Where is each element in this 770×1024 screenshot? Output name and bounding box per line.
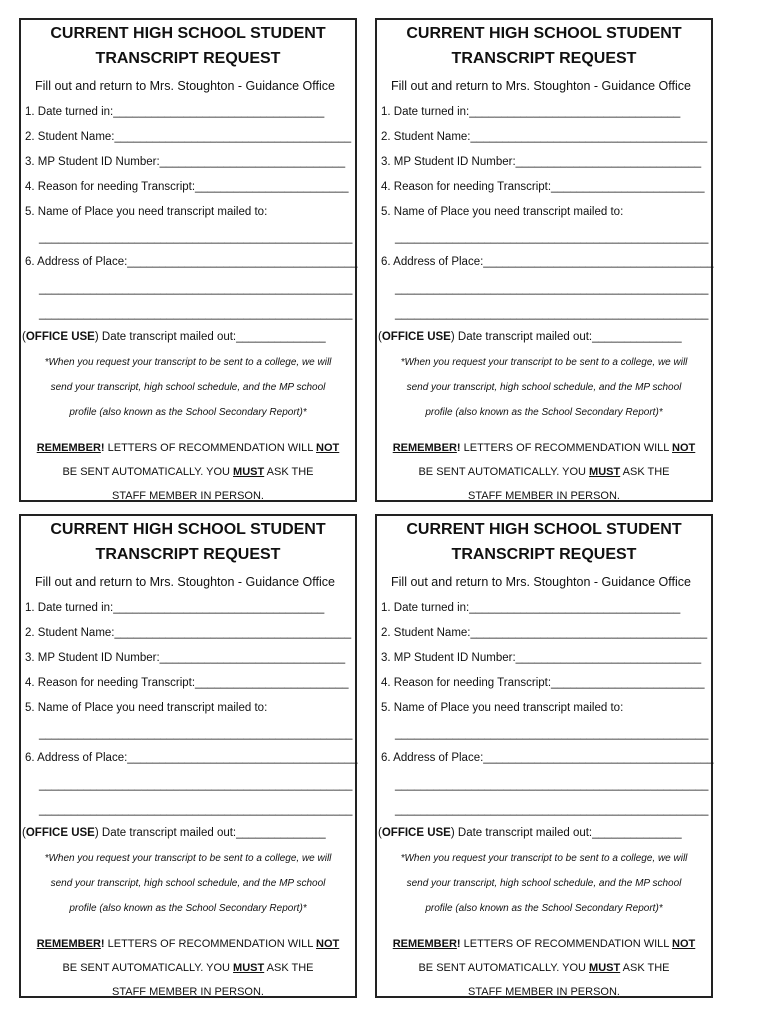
- transcript-request-card: [19, 18, 357, 502]
- reminder-line: [377, 961, 711, 975]
- field-label: 2. Student Name:: [381, 131, 471, 143]
- field-label: 4. Reason for needing Transcript:: [381, 181, 552, 193]
- office-text: Date transcript mailed out:: [454, 331, 593, 343]
- field-blank: _____________________________________: [114, 627, 352, 639]
- office-use-label: OFFICE USE: [25, 827, 95, 839]
- field-blank: ______________: [592, 827, 682, 839]
- reminder-line: REMEMBER! LETTERS OF RECOMMENDATION WILL NOT: [392, 938, 696, 950]
- reminder-line: STAFF MEMBER IN PERSON.: [112, 986, 264, 998]
- note-line: send your transcript, high school schedule, and the MP school: [406, 382, 682, 393]
- note-line: send your transcript, high school schedule, and the MP school: [50, 878, 326, 889]
- not-word: NOT: [672, 938, 696, 950]
- form-title-line1: CURRENT HIGH SCHOOL STUDENT: [406, 25, 682, 42]
- note-line: *When you request your transcript to be sent to a college, we will: [400, 853, 688, 864]
- field-label: 1. Date turned in:: [25, 106, 114, 118]
- must-word: MUST: [233, 962, 265, 974]
- office-use-field[interactable]: (OFFICE USE) Date transcript mailed out:______________: [22, 331, 326, 343]
- field-label: 6. Address of Place:: [25, 752, 128, 764]
- place-name-label: 5. Name of Place you need transcript mailed to:: [25, 206, 268, 218]
- field-blank: ________________________: [195, 677, 349, 689]
- reason-field[interactable]: [25, 180, 349, 194]
- address-blank-line[interactable]: _________________________________________________: [39, 308, 353, 320]
- not-word: NOT: [316, 442, 340, 454]
- place-name-blank[interactable]: _________________________________________________: [395, 232, 709, 244]
- form-title-line2: TRANSCRIPT REQUEST: [95, 546, 281, 563]
- field-blank: _________________________________: [113, 106, 325, 118]
- note-line: profile (also known as the School Secondary Report)*: [425, 407, 663, 418]
- reminder-line: STAFF MEMBER IN PERSON.: [468, 986, 620, 998]
- field-blank: ____________________________________: [127, 256, 358, 268]
- field-blank: ________________________: [551, 677, 705, 689]
- note-line: profile (also known as the School Secondary Report)*: [69, 407, 307, 418]
- office-text: Date transcript mailed out:: [98, 827, 237, 839]
- reminder-text: LETTERS OF RECOMMENDATION WILL: [104, 442, 317, 454]
- field-label: 2. Student Name:: [25, 627, 115, 639]
- place-name-blank[interactable]: _________________________________________________: [395, 728, 709, 740]
- reminder-text: ASK THE: [264, 962, 314, 974]
- form-subtitle: Fill out and return to Mrs. Stoughton - Guidance Office: [35, 575, 335, 589]
- field-label: 4. Reason for needing Transcript:: [25, 181, 196, 193]
- reason-field[interactable]: [381, 676, 705, 690]
- field-label: 3. MP Student ID Number:: [25, 652, 160, 664]
- date-turned-in-field[interactable]: [25, 105, 324, 119]
- reminder-text: LETTERS OF RECOMMENDATION WILL: [104, 938, 317, 950]
- date-turned-in-field[interactable]: [25, 601, 324, 615]
- student-id-field[interactable]: [381, 155, 701, 169]
- field-blank: _____________________________________: [114, 131, 352, 143]
- field-label: 4. Reason for needing Transcript:: [25, 677, 196, 689]
- must-word: MUST: [589, 962, 621, 974]
- reason-field[interactable]: [25, 676, 349, 690]
- transcript-request-card: [375, 18, 713, 502]
- address-field[interactable]: [381, 255, 714, 269]
- office-text: Date transcript mailed out:: [98, 331, 237, 343]
- note-line: *When you request your transcript to be sent to a college, we will: [44, 853, 332, 864]
- address-blank-line[interactable]: _________________________________________________: [395, 779, 709, 791]
- form-title-line2: TRANSCRIPT REQUEST: [451, 50, 637, 67]
- field-blank: _____________________________: [515, 156, 702, 168]
- address-blank-line[interactable]: _________________________________________________: [395, 283, 709, 295]
- student-name-field[interactable]: [381, 130, 707, 144]
- student-name-field[interactable]: [25, 130, 351, 144]
- reason-field[interactable]: [381, 180, 705, 194]
- field-blank: _________________________________: [113, 602, 325, 614]
- transcript-request-card: [19, 514, 357, 998]
- reminder-line: STAFF MEMBER IN PERSON.: [468, 490, 620, 502]
- address-field[interactable]: [381, 751, 714, 765]
- field-label: 6. Address of Place:: [25, 256, 128, 268]
- office-use-label: OFFICE USE: [381, 331, 451, 343]
- field-label: 1. Date turned in:: [25, 602, 114, 614]
- field-label: 3. MP Student ID Number:: [381, 652, 516, 664]
- field-blank: ________________________: [195, 181, 349, 193]
- form-subtitle: Fill out and return to Mrs. Stoughton - Guidance Office: [391, 575, 691, 589]
- field-blank: ________________________: [551, 181, 705, 193]
- remember-word: REMEMBER: [392, 442, 457, 454]
- field-blank: ______________: [236, 331, 326, 343]
- form-title-line2: TRANSCRIPT REQUEST: [451, 546, 637, 563]
- reminder-text: BE SENT AUTOMATICALLY. YOU: [62, 962, 234, 974]
- field-blank: ____________________________________: [483, 256, 714, 268]
- form-title-line1: CURRENT HIGH SCHOOL STUDENT: [406, 521, 682, 538]
- address-blank-line[interactable]: _________________________________________________: [395, 308, 709, 320]
- reminder-text: BE SENT AUTOMATICALLY. YOU: [418, 962, 590, 974]
- student-name-field[interactable]: [25, 626, 351, 640]
- not-word: NOT: [316, 938, 340, 950]
- place-name-label: 5. Name of Place you need transcript mailed to:: [25, 702, 268, 714]
- address-blank-line[interactable]: _________________________________________________: [39, 779, 353, 791]
- reminder-line: [21, 465, 355, 479]
- field-blank: _____________________________________: [470, 627, 708, 639]
- field-label: 6. Address of Place:: [381, 256, 484, 268]
- remember-word: REMEMBER: [36, 442, 101, 454]
- office-use-field[interactable]: (OFFICE USE) Date transcript mailed out:______________: [378, 827, 682, 839]
- field-blank: _____________________________: [515, 652, 702, 664]
- reminder-text: BE SENT AUTOMATICALLY. YOU: [418, 466, 590, 478]
- field-blank: _____________________________: [159, 652, 346, 664]
- field-label: 4. Reason for needing Transcript:: [381, 677, 552, 689]
- reminder-text: ASK THE: [620, 466, 670, 478]
- student-id-field[interactable]: [25, 155, 345, 169]
- note-line: send your transcript, high school schedule, and the MP school: [50, 382, 326, 393]
- remember-word: REMEMBER: [36, 938, 101, 950]
- note-line: profile (also known as the School Secondary Report)*: [69, 903, 307, 914]
- place-name-blank[interactable]: _________________________________________________: [39, 232, 353, 244]
- reminder-line: STAFF MEMBER IN PERSON.: [112, 490, 264, 502]
- field-label: 1. Date turned in:: [381, 602, 470, 614]
- place-name-blank[interactable]: _________________________________________________: [39, 728, 353, 740]
- address-blank-line[interactable]: _________________________________________________: [395, 804, 709, 816]
- address-field[interactable]: [25, 751, 358, 765]
- office-use-field[interactable]: (OFFICE USE) Date transcript mailed out:______________: [378, 331, 682, 343]
- office-use-label: OFFICE USE: [25, 331, 95, 343]
- student-id-field[interactable]: [25, 651, 345, 665]
- reminder-line: [21, 961, 355, 975]
- form-title-line2: TRANSCRIPT REQUEST: [95, 50, 281, 67]
- field-label: 2. Student Name:: [25, 131, 115, 143]
- transcript-request-card: [375, 514, 713, 998]
- reminder-text: ASK THE: [620, 962, 670, 974]
- field-blank: _____________________________________: [470, 131, 708, 143]
- field-label: 3. MP Student ID Number:: [381, 156, 516, 168]
- note-line: *When you request your transcript to be sent to a college, we will: [44, 357, 332, 368]
- office-text: Date transcript mailed out:: [454, 827, 593, 839]
- field-blank: ____________________________________: [483, 752, 714, 764]
- must-word: MUST: [589, 466, 621, 478]
- date-turned-in-field[interactable]: [381, 105, 680, 119]
- field-label: 1. Date turned in:: [381, 106, 470, 118]
- reminder-line: REMEMBER! LETTERS OF RECOMMENDATION WILL NOT: [36, 938, 340, 950]
- reminder-text: LETTERS OF RECOMMENDATION WILL: [460, 938, 673, 950]
- reminder-text: LETTERS OF RECOMMENDATION WILL: [460, 442, 673, 454]
- reminder-line: [377, 465, 711, 479]
- address-blank-line[interactable]: _________________________________________________: [39, 804, 353, 816]
- office-use-field[interactable]: (OFFICE USE) Date transcript mailed out:______________: [22, 827, 326, 839]
- form-title-line1: CURRENT HIGH SCHOOL STUDENT: [50, 521, 326, 538]
- student-id-field[interactable]: [381, 651, 701, 665]
- student-name-field[interactable]: [381, 626, 707, 640]
- remember-word: REMEMBER: [392, 938, 457, 950]
- field-label: 2. Student Name:: [381, 627, 471, 639]
- field-blank: _________________________________: [469, 602, 681, 614]
- place-name-label: 5. Name of Place you need transcript mailed to:: [381, 702, 624, 714]
- field-label: 6. Address of Place:: [381, 752, 484, 764]
- note-line: *When you request your transcript to be sent to a college, we will: [400, 357, 688, 368]
- reminder-line: REMEMBER! LETTERS OF RECOMMENDATION WILL NOT: [36, 442, 340, 454]
- field-blank: _________________________________: [469, 106, 681, 118]
- note-line: send your transcript, high school schedule, and the MP school: [406, 878, 682, 889]
- field-blank: _____________________________: [159, 156, 346, 168]
- must-word: MUST: [233, 466, 265, 478]
- place-name-label: 5. Name of Place you need transcript mailed to:: [381, 206, 624, 218]
- field-blank: ______________: [592, 331, 682, 343]
- reminder-text: BE SENT AUTOMATICALLY. YOU: [62, 466, 234, 478]
- form-subtitle: Fill out and return to Mrs. Stoughton - Guidance Office: [391, 79, 691, 93]
- reminder-text: ASK THE: [264, 466, 314, 478]
- not-word: NOT: [672, 442, 696, 454]
- date-turned-in-field[interactable]: [381, 601, 680, 615]
- address-blank-line[interactable]: _________________________________________________: [39, 283, 353, 295]
- field-blank: ______________: [236, 827, 326, 839]
- form-title-line1: CURRENT HIGH SCHOOL STUDENT: [50, 25, 326, 42]
- field-label: 3. MP Student ID Number:: [25, 156, 160, 168]
- address-field[interactable]: [25, 255, 358, 269]
- reminder-line: REMEMBER! LETTERS OF RECOMMENDATION WILL NOT: [392, 442, 696, 454]
- form-subtitle: Fill out and return to Mrs. Stoughton - Guidance Office: [35, 79, 335, 93]
- note-line: profile (also known as the School Secondary Report)*: [425, 903, 663, 914]
- field-blank: ____________________________________: [127, 752, 358, 764]
- office-use-label: OFFICE USE: [381, 827, 451, 839]
